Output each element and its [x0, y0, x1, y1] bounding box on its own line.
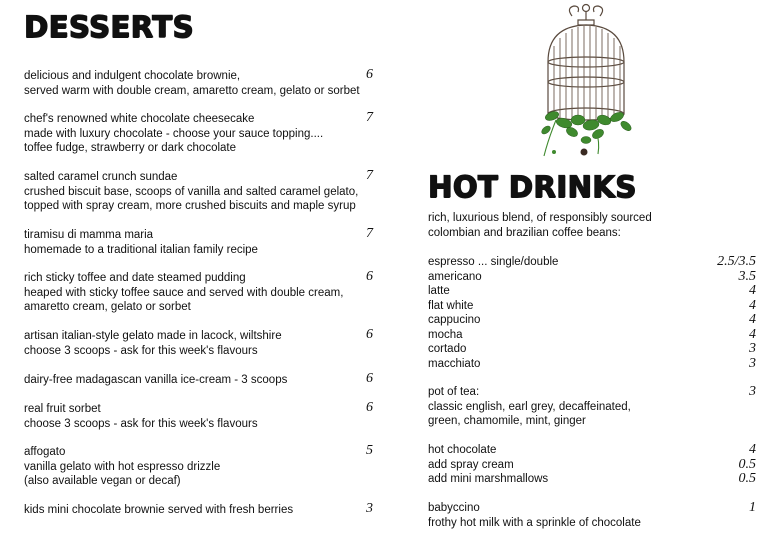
- coffee-intro: [428, 211, 652, 240]
- dessert-price: 7: [366, 226, 373, 241]
- drink-price: 1: [749, 500, 756, 515]
- drink-price: 4: [749, 283, 756, 298]
- drink-price: 3: [749, 355, 756, 371]
- dessert-line: choose 3 scoops - ask for this week's flavours: [24, 344, 258, 357]
- dessert-line: delicious and indulgent chocolate brownie,: [24, 70, 241, 82]
- dessert-line: (also available vegan or decaf): [24, 475, 181, 487]
- dessert-line: dairy-free madagascan vanilla ice-cream - 3 scoops: [24, 374, 288, 386]
- dessert-line: rich sticky toffee and date steamed pudding: [24, 272, 246, 284]
- dessert-item-sundae: [24, 170, 358, 214]
- dessert-item-brownie: [24, 69, 360, 98]
- dessert-price: 6: [366, 327, 373, 342]
- drink-name: cortado: [428, 343, 467, 355]
- drink-name: macchiato: [428, 357, 481, 370]
- dessert-line: chef's renowned white chocolate cheesecake: [24, 113, 255, 125]
- tea-line: pot of tea:: [428, 386, 480, 398]
- desserts-heading: DESSERTS: [24, 10, 194, 44]
- dessert-item-ice-cream: [24, 373, 287, 388]
- dessert-price: 6: [366, 67, 373, 82]
- dessert-price: 5: [366, 443, 373, 458]
- dessert-item-sorbet: [24, 402, 258, 431]
- dessert-line: real fruit sorbet: [24, 403, 101, 415]
- dessert-line: made with luxury chocolate - choose your sauce topping....: [24, 127, 324, 140]
- drink-price: 0.5: [738, 456, 756, 472]
- dessert-line: heaped with sticky toffee sauce and served with double cream,: [24, 286, 344, 299]
- drink-price: 4: [749, 442, 756, 457]
- dessert-line: topped with spray cream, more crushed biscuits and maple syrup: [24, 200, 356, 212]
- tea-line: classic english, earl grey, decaffeinated,: [428, 400, 631, 413]
- drink-price: 4: [749, 297, 756, 313]
- tea-line: green, chamomile, mint, ginger: [428, 415, 586, 427]
- dessert-line: artisan italian-style gelato made in lacock, wiltshire: [24, 330, 282, 342]
- drink-name: americano: [428, 270, 482, 283]
- dessert-line: served warm with double cream, amaretto cream, gelato or sorbet: [24, 84, 360, 97]
- drink-price: 2.5/3.5: [717, 254, 756, 269]
- hot-drinks-heading: HOT DRINKS: [428, 170, 637, 204]
- drink-name: add spray cream: [428, 458, 514, 471]
- drink-name: add mini marshmallows: [428, 473, 549, 485]
- dessert-line: salted caramel crunch sundae: [24, 171, 178, 183]
- dessert-price: 6: [366, 371, 373, 386]
- babyccino-line: babyccino: [428, 502, 480, 514]
- babyccino-line: frothy hot milk with a sprinkle of chocolate: [428, 516, 641, 529]
- dessert-price: 3: [366, 501, 373, 516]
- intro-line: rich, luxurious blend, of responsibly sourced: [428, 212, 652, 224]
- dessert-item-tiramisu: [24, 228, 258, 257]
- dessert-item-kids-brownie: [24, 503, 293, 518]
- dessert-item-pudding: [24, 271, 343, 315]
- drink-item-tea: [428, 385, 631, 429]
- dessert-line: tiramisu di mamma maria: [24, 229, 154, 241]
- dessert-price: 7: [366, 168, 373, 183]
- drink-name: mocha: [428, 328, 463, 341]
- dessert-line: vanilla gelato with hot espresso drizzle: [24, 460, 221, 473]
- dessert-price: 6: [366, 269, 373, 284]
- drink-price: 3: [749, 341, 756, 356]
- drink-name: cappucino: [428, 314, 481, 326]
- dessert-line: choose 3 scoops - ask for this week's flavours: [24, 417, 258, 430]
- dessert-price: 6: [366, 400, 373, 415]
- drink-name: hot chocolate: [428, 444, 497, 456]
- drink-item-babyccino: [428, 501, 641, 530]
- intro-line: colombian and brazilian coffee beans:: [428, 226, 621, 239]
- dessert-line: kids mini chocolate brownie served with fresh berries: [24, 504, 294, 516]
- birdcage-image: [534, 2, 638, 162]
- dessert-line: crushed biscuit base, scoops of vanilla and salted caramel gelato,: [24, 185, 359, 198]
- dessert-price: 7: [366, 110, 373, 125]
- drink-price: 3.5: [738, 268, 756, 284]
- dessert-item-gelato: [24, 329, 282, 358]
- dessert-line: homemade to a traditional italian family recipe: [24, 243, 258, 256]
- drink-price: 4: [749, 312, 756, 327]
- drink-price: 0.5: [738, 471, 756, 486]
- drink-price: 3: [749, 384, 756, 399]
- drink-price: 4: [749, 326, 756, 342]
- dessert-item-cheesecake: [24, 112, 323, 156]
- dessert-line: toffee fudge, strawberry or dark chocolate: [24, 142, 237, 154]
- dessert-item-affogato: [24, 445, 220, 489]
- dessert-line: affogato: [24, 446, 66, 458]
- drink-name: espresso ... single/double: [428, 256, 559, 268]
- drink-name: flat white: [428, 299, 474, 312]
- drink-name: latte: [428, 285, 450, 297]
- dessert-line: amaretto cream, gelato or sorbet: [24, 301, 191, 313]
